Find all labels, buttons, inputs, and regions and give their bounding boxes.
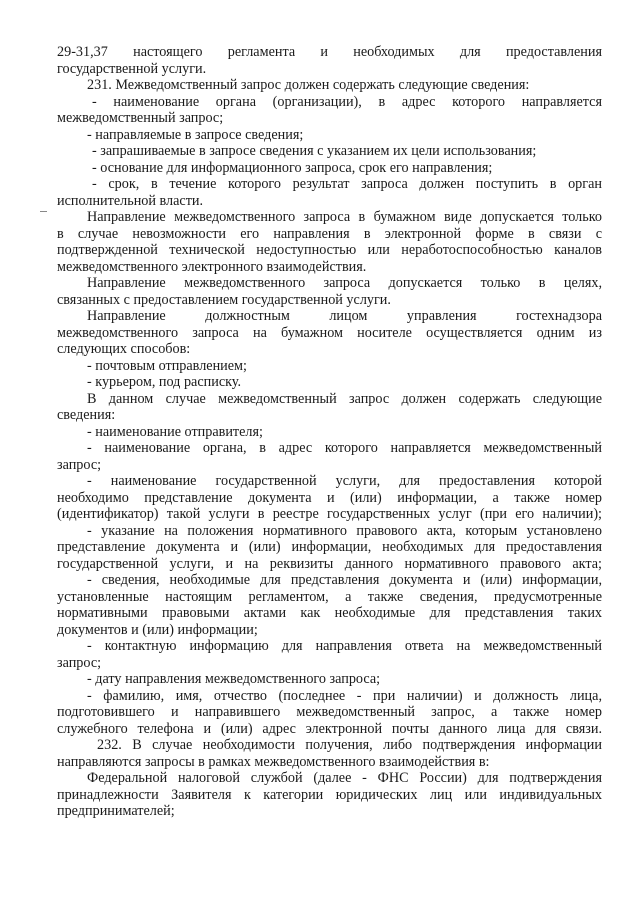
text-line: связанных с предоставлением государственной услуги. bbox=[57, 291, 391, 308]
text-line: 231. Межведомственный запрос должен содержать следующие сведения: bbox=[87, 77, 530, 93]
text-line: - наименование государственной услуги, для предоставления которой bbox=[87, 473, 602, 489]
text-line: - запрашиваемые в запросе сведения с указанием их цели использования; bbox=[92, 143, 537, 159]
text-line: принадлежности Заявителя к категории юридических лиц или индивидуальных bbox=[57, 786, 602, 803]
text-line: государственной услуги. bbox=[57, 60, 207, 77]
text-line: Направление межведомственного запроса допускается только в целях, bbox=[87, 275, 602, 291]
text-line: представление документа и (или) информации, необходимых для предоставления bbox=[57, 539, 602, 555]
text-line: - наименование органа, в адрес которого направляется межведомственный bbox=[87, 440, 602, 456]
text-line: - основание для информационного запроса, срок его направления; bbox=[92, 159, 493, 176]
text-line: - указание на положения нормативного правового акта, которым установлено bbox=[87, 522, 602, 539]
text-line: - контактную информацию для направления ответа на межведомственный bbox=[87, 638, 602, 654]
text-line: нормативными правовыми актами как необходимые для представления таких bbox=[57, 605, 602, 621]
text-line: - почтовым отправлением; bbox=[87, 357, 247, 374]
text-line: межведомственный запрос; bbox=[57, 110, 224, 126]
text-line: подтвержденной технической недоступностью или неработоспособностью каналов bbox=[57, 242, 602, 258]
text-line: установленные настоящим регламентом, а также сведения, предусмотренные bbox=[57, 588, 602, 605]
text-line: - дату направления межведомственного запроса; bbox=[87, 671, 381, 687]
text-line: запрос; bbox=[57, 456, 102, 473]
text-line: Федеральной налоговой службой (далее - ФНС России) для подтверждения bbox=[87, 770, 602, 786]
text-line: межведомственного электронного взаимодействия. bbox=[57, 258, 367, 275]
text-line: - фамилию, имя, отчество (последнее - при наличии) и должность лица, bbox=[87, 687, 602, 704]
margin-mark bbox=[40, 211, 47, 212]
text-line: - направляемые в запросе сведения; bbox=[87, 126, 304, 143]
text-line: необходимо представление документа и (или) информации, а также номер bbox=[57, 489, 602, 506]
text-line: - срок, в течение которого результат запроса должен поступить в орган bbox=[92, 176, 602, 192]
text-line: - наименование органа (организации), в адрес которого направляется bbox=[92, 93, 602, 110]
text-line: следующих способов: bbox=[57, 341, 191, 357]
text-line: - сведения, необходимые для представления документа и (или) информации, bbox=[87, 572, 602, 588]
text-line: служебного телефона и (или) адрес электронной почты данного лица для связи. bbox=[57, 720, 602, 737]
text-line: 232. В случае необходимости получения, либо подтверждения информации bbox=[97, 737, 602, 753]
text-line: межведомственного запроса на бумажном носителе осуществляется одним из bbox=[57, 324, 602, 341]
text-line: документов и (или) информации; bbox=[57, 621, 258, 638]
text-line: сведения: bbox=[57, 407, 116, 423]
text-line: направляются запросы в рамках межведомственного взаимодействия в: bbox=[57, 753, 490, 770]
text-line: исполнительной власти. bbox=[57, 192, 204, 209]
text-line: предпринимателей; bbox=[57, 803, 175, 819]
text-line: - наименование отправителя; bbox=[87, 423, 263, 440]
text-line: (идентификатор) такой услуги в реестре государственных услуг (при его наличии); bbox=[57, 506, 602, 522]
document-page bbox=[57, 44, 602, 820]
text-line: В данном случае межведомственный запрос должен содержать следующие bbox=[87, 390, 602, 407]
text-line: подготовившего и направившего межведомственный запрос, а также номер bbox=[57, 704, 602, 720]
text-line: Направление межведомственного запроса в бумажном виде допускается только bbox=[87, 209, 602, 225]
text-line: запрос; bbox=[57, 654, 102, 671]
text-line: в случае невозможности его направления в электронной форме в связи с bbox=[57, 225, 602, 242]
text-line: - курьером, под расписку. bbox=[87, 374, 242, 390]
text-line: государственной услуги, и на реквизиты данного нормативного правового акта; bbox=[57, 555, 602, 572]
text-line: Направление должностным лицом управления гостехнадзора bbox=[87, 308, 602, 324]
text-line: 29-31,37 настоящего регламента и необходимых для предоставления bbox=[57, 44, 602, 60]
